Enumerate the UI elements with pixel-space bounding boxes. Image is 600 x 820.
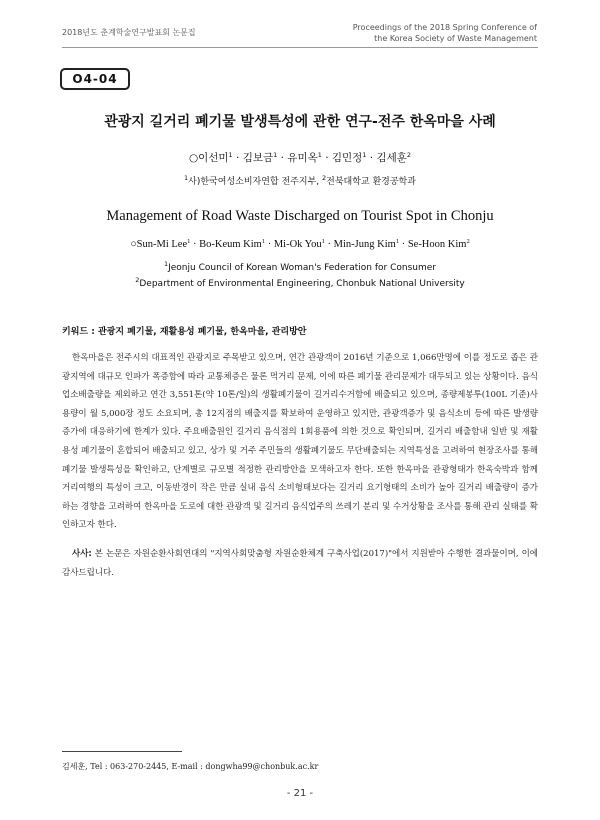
page-number: - 21 -	[286, 788, 314, 799]
affiliation-english-1: $^1$Jeonju Council of Korean Woman's Federation for Consumer	[163, 260, 437, 273]
header-divider	[62, 47, 538, 48]
author-en-5: Se-Hoon Kim$^2$	[407, 238, 470, 250]
title-korean: 관광지 길거리 폐기물 발생특성에 관한 연구-전주 한옥마을 사례	[104, 114, 496, 130]
author-en-2: Bo-Keum Kim$^1$	[199, 238, 266, 250]
acknowledgment-label: 사사:	[72, 549, 92, 559]
author-en-1: ○Sun-Mi Lee$^1$	[130, 238, 191, 250]
author-ko-2: 김보금$^1$	[242, 151, 278, 164]
affiliation-ko-2: 전북대학교 환경공학과	[326, 177, 416, 187]
authors-korean: ○이선미$^1$ · 김보금$^1$ · 유미옥$^1$ · 김민정$^1$ · 김세훈$^2$	[188, 151, 412, 164]
affiliations-korean: $^1$사)한국여성소비자연합 전주지부, $^2$전북대학교 환경공학과	[184, 174, 416, 187]
author-ko-5: 김세훈$^2$	[376, 151, 412, 164]
affiliation-english-2: $^2$Department of Environmental Engineering, Chonbuk National University	[135, 276, 465, 289]
authors-english: ○Sun-Mi Lee$^1$ · Bo-Keum Kim$^1$ · Mi-Ok You$^1$ · Min-Jung Kim$^1$ · Se-Hoon Kim$^2$	[130, 238, 470, 250]
author-ko-4: 김민정$^1$	[331, 151, 367, 164]
running-header-left: 2018년도 춘계학술연구발표회 논문집	[62, 28, 196, 37]
author-en-3: Mi-Ok You$^1$	[273, 238, 325, 250]
running-header-right-line1: Proceedings of the 2018 Spring Conference of	[352, 23, 537, 32]
footnote-contact: 김세훈, Tel : 063-270-2445, E-mail : dongwha99@chonbuk.ac.kr	[62, 762, 319, 771]
title-english: Management of Road Waste Discharged on Tourist Spot in Chonju	[106, 208, 494, 224]
footnote-divider	[62, 751, 182, 752]
paper-code-badge: O4-04	[60, 68, 130, 90]
keywords-text: 관광지 폐기물, 재활용성 폐기물, 한옥마을, 관리방안	[97, 327, 307, 337]
running-header-right-line2: the Korea Society of Waste Management	[374, 34, 537, 43]
keywords	[62, 324, 540, 337]
keywords-label: 키워드 :	[62, 327, 95, 337]
affiliation-ko-1: 사)한국여성소비자연합 전주지부,	[188, 177, 320, 187]
running-header-right	[353, 22, 537, 44]
acknowledgment-text: 본 논문은 자원순환사회연대의 "지역사회맞춤형 자원순환체계 구축사업(2017)"에서 지원받아 수행한 결과물이며, 이에 감사드립니다.	[62, 549, 538, 578]
acknowledgment	[62, 545, 538, 582]
author-ko-1: ○이선미$^1$	[188, 151, 233, 164]
author-en-4: Min-Jung Kim$^1$	[333, 238, 400, 250]
author-ko-3: 유미옥$^1$	[287, 151, 322, 164]
abstract-body: 한옥마을은 전주시의 대표적인 관광지로 주목받고 있으며, 연간 관광객이 2016년 기준으로 1,066만명에 이를 정도로 좁은 관광지역에 대규모 인파가 폭증함에 따라 교통체증은 물론 먹거리 문제, 이에 따른 폐기물 관리문제가 대두되고 있는 상황이다. 음식업소배출량을 제외하고 연간 3,551톤(약 10톤/일)의 생활폐기물이 길거리수거함에 배출되고 있으며, 종량제봉투(100L 기준)사용량이 월 5,000장 정도 소요되며, 총 12지점의 배출지를 확보하여 운영하고 있지만, 관광객증가 및 음식소비 등에 따른 발생량 증가에 대응하기에 한계가 있다. 주요배출원인 길거리 음식점의 1회용품에 의한 것으로 확인되며, 길거리 배출함내 일반 및 재활용성 폐기물이 혼합되어 배출되고 있고, 상가 및 거주 주민들의 생활폐기물도 무단배출되는 지역특성을 고려하여 현장조사를 통해 폐기물 발생특성을 확인하고, 단계별로 규모별 적정한 관리방안을 모색하고자 한다. 또한 한옥마을 관광형태가 한옥숙박과 함께 거리여행의 특성이 크고, 이동반경이 작은 만큼 실내 음식 소비형태보다는 길거리 요기형태의 소비가 높아 길거리 배출량이 증가하는 경향을 고려하여 한옥마을 도로에 대한 관광객 및 길거리 음식업주의 쓰레기 분리 및 수거상황을 조사를 통해 관리 실태를 확인하고자 한다.	[62, 353, 538, 531]
